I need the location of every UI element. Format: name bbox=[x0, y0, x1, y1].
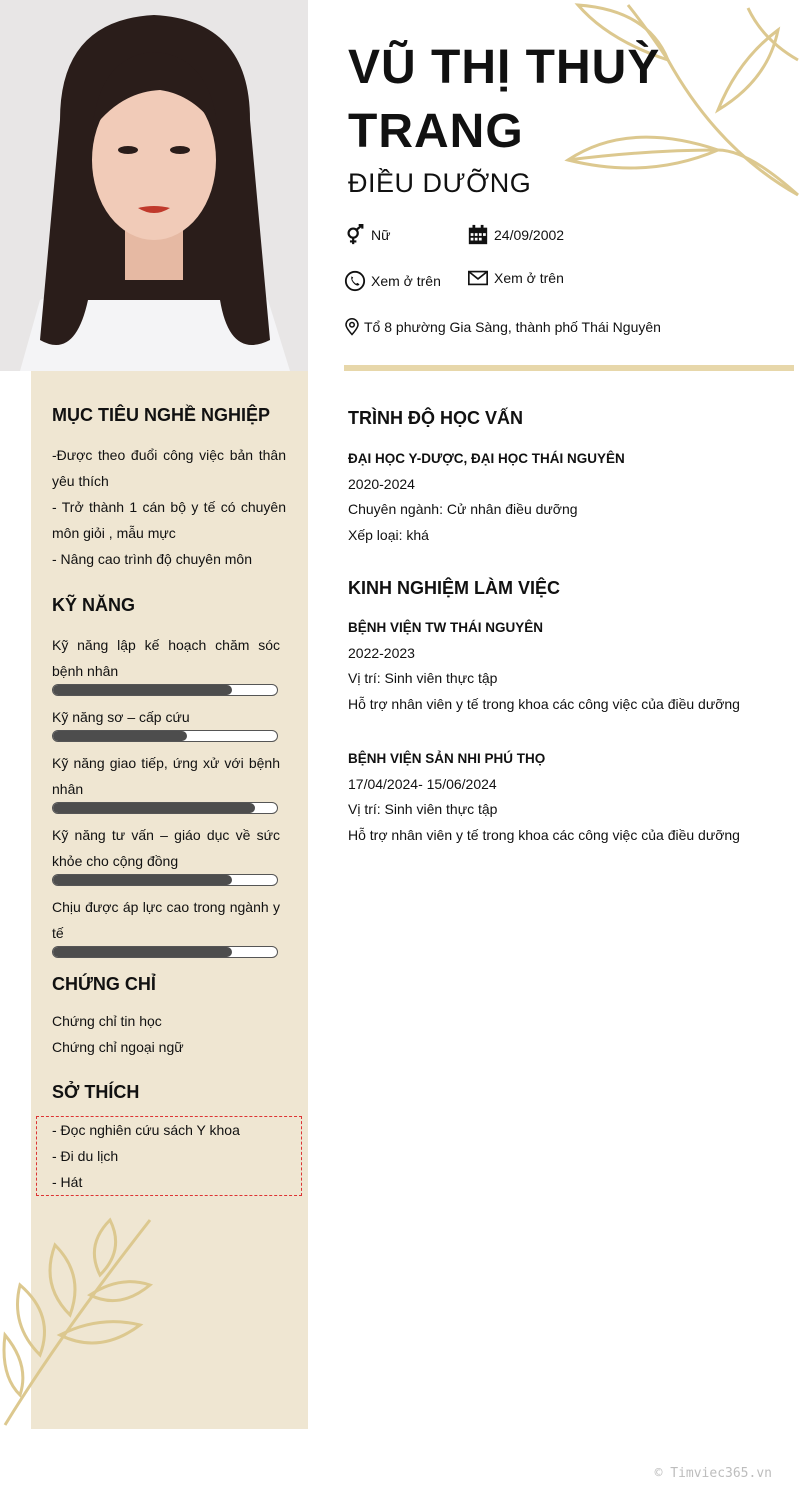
job-period: 17/04/2024- 15/06/2024 bbox=[348, 775, 497, 792]
job-org: BỆNH VIỆN SẢN NHI PHÚ THỌ bbox=[348, 751, 546, 766]
calendar-icon bbox=[467, 224, 489, 246]
experience-title: KINH NGHIỆM LÀM VIỆC bbox=[348, 578, 561, 598]
school-name: ĐẠI HỌC Y-DƯỢC, ĐẠI HỌC THÁI NGUYÊN bbox=[348, 451, 625, 466]
skill-label: Kỹ năng tư vấn – giáo dục về sức khỏe cho cộng đồng bbox=[52, 827, 280, 869]
education-section bbox=[348, 446, 788, 548]
skills-title: KỸ NĂNG bbox=[52, 595, 136, 615]
skill-level-bar bbox=[52, 802, 278, 814]
skill-level-fill bbox=[53, 685, 232, 695]
objective-title: MỤC TIÊU NGHỀ NGHIỆP bbox=[52, 405, 271, 425]
certificate-item: Chứng chỉ ngoại ngữ bbox=[52, 1039, 184, 1055]
experience-job-2 bbox=[348, 746, 788, 848]
skill-item bbox=[52, 822, 286, 886]
candidate-name-line2: TRANG bbox=[348, 105, 524, 158]
education-period: 2020-2024 bbox=[348, 475, 415, 492]
experience-job-1 bbox=[348, 615, 788, 717]
job-position: Vị trí: Sinh viên thực tập bbox=[348, 670, 498, 686]
objective-line: -Được theo đuổi công việc bản thân yêu thích bbox=[52, 447, 286, 489]
hobby-item: - Đọc nghiên cứu sách Y khoa bbox=[52, 1122, 240, 1138]
skill-label: Kỹ năng lập kế hoạch chăm sóc bệnh nhân bbox=[52, 637, 280, 679]
birthday-info bbox=[467, 224, 564, 246]
job-description: Hỗ trợ nhân viên y tế trong khoa các công việc của điều dưỡng bbox=[348, 695, 740, 712]
certificates-title: CHỨNG CHỈ bbox=[52, 974, 156, 994]
hobby-item: - Hát bbox=[52, 1174, 83, 1190]
education-title: TRÌNH ĐỘ HỌC VẤN bbox=[348, 408, 523, 428]
skill-label: Chịu được áp lực cao trong ngành y tế bbox=[52, 899, 280, 941]
email-text: Xem ở trên bbox=[494, 270, 564, 286]
skill-level-bar bbox=[52, 874, 278, 886]
objective-line: - Nâng cao trình độ chuyên môn bbox=[52, 551, 253, 567]
leaf-decoration-bottom bbox=[0, 1215, 160, 1430]
address-info bbox=[343, 316, 661, 338]
skill-level-fill bbox=[53, 731, 187, 741]
phone-icon bbox=[344, 270, 366, 292]
certificate-item: Chứng chỉ tin học bbox=[52, 1013, 162, 1029]
gender-icon bbox=[344, 224, 366, 246]
job-title: ĐIỀU DƯỠNG bbox=[348, 168, 532, 198]
job-position: Vị trí: Sinh viên thực tập bbox=[348, 801, 498, 817]
candidate-name-line1: VŨ THỊ THUỲ bbox=[348, 41, 661, 94]
hobbies-list bbox=[52, 1117, 286, 1195]
phone-info bbox=[344, 270, 441, 292]
objective-section bbox=[52, 442, 286, 572]
education-grade: Xếp loại: khá bbox=[348, 526, 429, 543]
skill-item bbox=[52, 704, 286, 742]
skill-level-fill bbox=[53, 875, 232, 885]
skill-label: Kỹ năng sơ – cấp cứu bbox=[52, 709, 190, 725]
skill-level-fill bbox=[53, 803, 255, 813]
skills-list bbox=[52, 632, 286, 966]
objective-line: - Trở thành 1 cán bộ y tế có chuyên môn giỏi , mẫu mực bbox=[52, 499, 286, 541]
skill-label: Kỹ năng giao tiếp, ứng xử với bệnh nhân bbox=[52, 755, 280, 797]
gender-text: Nữ bbox=[371, 227, 391, 243]
job-description: Hỗ trợ nhân viên y tế trong khoa các công việc của điều dưỡng bbox=[348, 826, 740, 843]
skill-item bbox=[52, 894, 286, 958]
skill-level-bar bbox=[52, 684, 278, 696]
footer-watermark: © Timviec365.vn bbox=[654, 1466, 772, 1481]
job-period: 2022-2023 bbox=[348, 644, 415, 661]
header-divider bbox=[344, 365, 794, 371]
phone-text: Xem ở trên bbox=[371, 273, 441, 289]
job-org: BỆNH VIỆN TW THÁI NGUYÊN bbox=[348, 620, 544, 635]
profile-photo bbox=[0, 0, 308, 371]
skill-item bbox=[52, 632, 286, 696]
candidate-name bbox=[348, 36, 778, 164]
mail-icon bbox=[467, 267, 489, 289]
address-text: Tổ 8 phường Gia Sàng, thành phố Thái Nguyên bbox=[364, 319, 661, 335]
skill-item bbox=[52, 750, 286, 814]
skill-level-bar bbox=[52, 946, 278, 958]
certificates-list bbox=[52, 1008, 286, 1060]
hobbies-title: SỞ THÍCH bbox=[52, 1082, 140, 1102]
location-icon bbox=[343, 316, 361, 338]
email-info bbox=[467, 267, 564, 289]
education-major: Chuyên ngành: Cử nhân điều dưỡng bbox=[348, 501, 578, 517]
hobby-item: - Đi du lịch bbox=[52, 1148, 119, 1164]
gender-info bbox=[344, 224, 390, 246]
skill-level-bar bbox=[52, 730, 278, 742]
birthday-text: 24/09/2002 bbox=[494, 227, 565, 243]
skill-level-fill bbox=[53, 947, 232, 957]
